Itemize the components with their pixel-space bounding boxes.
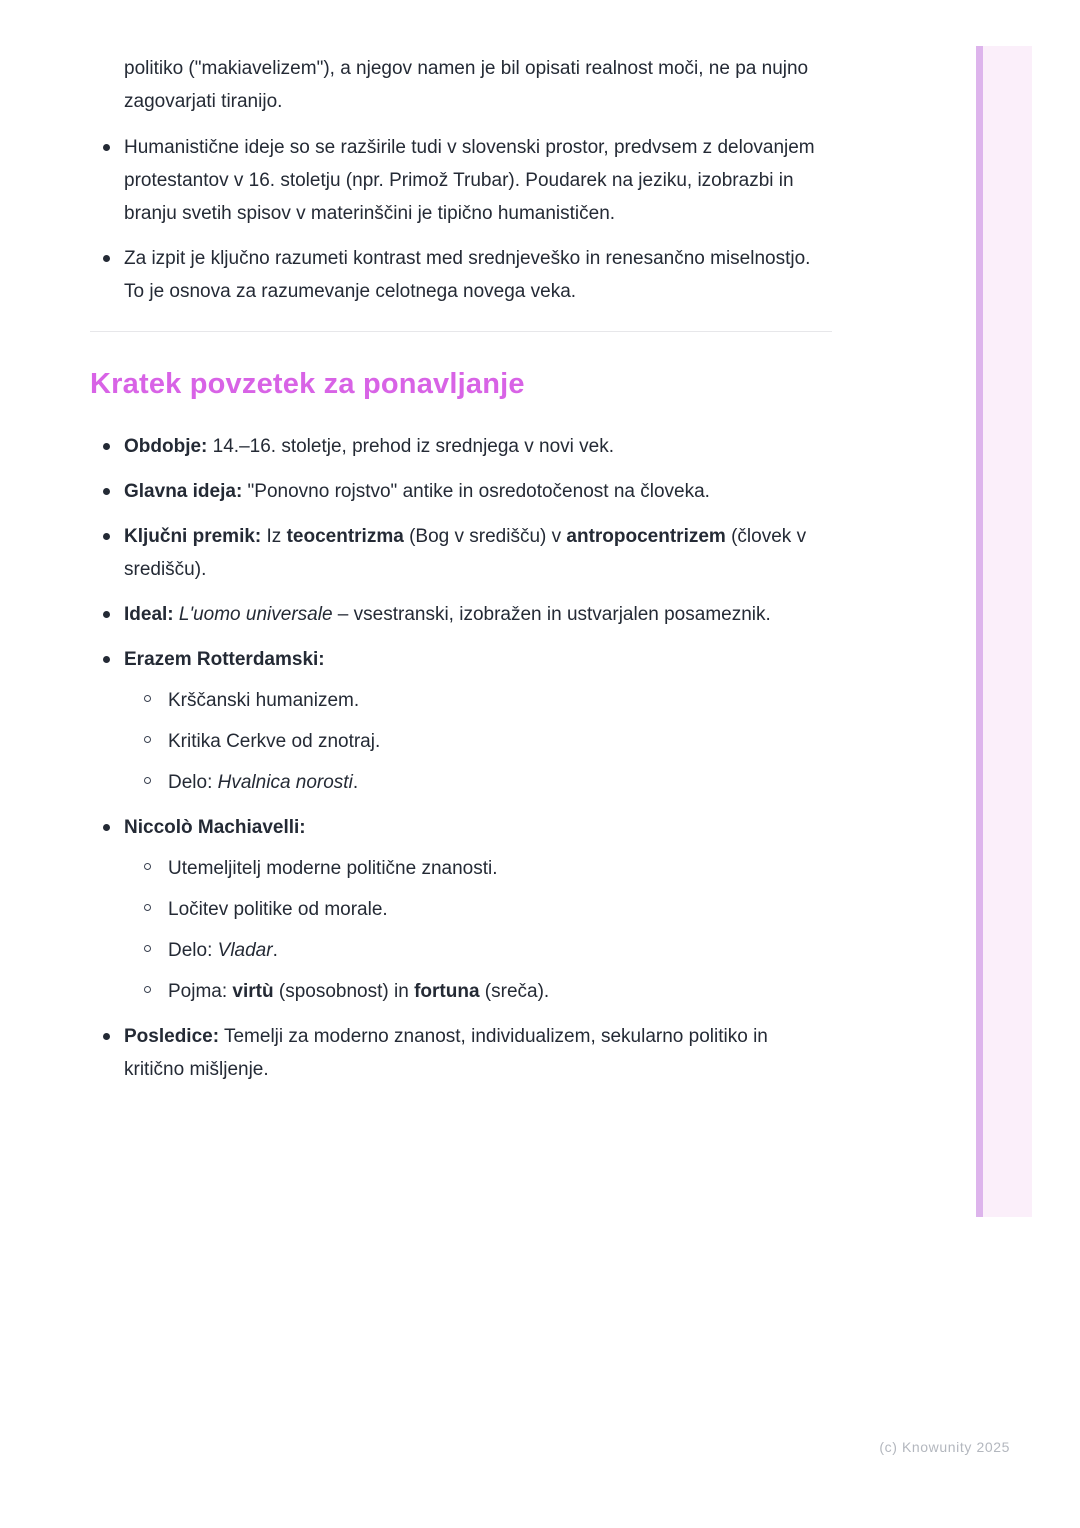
bullet-disc-icon — [103, 533, 110, 540]
sub-list-item — [135, 893, 832, 926]
list-item — [90, 1020, 832, 1086]
list-item — [90, 475, 832, 508]
sub-list-item — [135, 934, 832, 967]
bullet-disc-icon — [103, 488, 110, 495]
page-content — [90, 52, 832, 1098]
sub-list-item-text: Delo: Vladar. — [168, 940, 278, 961]
list-item — [90, 131, 832, 230]
sub-list-item — [135, 975, 832, 1008]
bullet-disc-icon — [103, 144, 110, 151]
section-heading: Kratek povzetek za ponavljanje — [90, 368, 525, 400]
sub-list-item — [135, 766, 832, 799]
bullet-disc-icon — [103, 1033, 110, 1040]
bullet-circle-icon — [144, 777, 151, 784]
paragraph-continuation: politiko ("makiavelizem"), a njegov namen je bil opisati realnost moči, ne pa nujno zagovarjati tiranijo. — [124, 58, 809, 112]
bullet-circle-icon — [144, 945, 151, 952]
bullet-circle-icon — [144, 736, 151, 743]
list-item-text: Glavna ideja: "Ponovno rojstvo" antike in osredotočenost na človeka. — [124, 481, 710, 502]
list-item — [90, 811, 832, 1008]
list-item — [90, 242, 832, 308]
list-item — [90, 430, 832, 463]
sub-list-item — [135, 684, 832, 717]
section-divider — [90, 331, 832, 332]
copyright-notice: (c) Knowunity 2025 — [879, 1439, 1010, 1455]
sub-list-item-text: Pojma: virtù (sposobnost) in fortuna (sreča). — [168, 981, 550, 1002]
list-item-text: Posledice: Temelji za moderno znanost, individualizem, sekularno politiko in kritično mišljenje. — [124, 1026, 768, 1080]
list-item-text: Ključni premik: Iz teocentrizma (Bog v središču) v antropocentrizem (človek v središču). — [124, 526, 807, 580]
list-item-text: Erazem Rotterdamski: — [124, 649, 325, 670]
bullet-circle-icon — [144, 986, 151, 993]
intro-bullet-list — [90, 131, 832, 308]
list-item — [90, 643, 832, 799]
sub-list — [124, 684, 832, 799]
list-item-text: Za izpit je ključno razumeti kontrast med srednjeveško in renesančno miselnostjo. To je osnova za razumevanje celotnega novega veka. — [124, 248, 811, 302]
bullet-circle-icon — [144, 863, 151, 870]
bullet-disc-icon — [103, 611, 110, 618]
page-accent-bar — [976, 46, 1032, 1217]
sub-list-item-text: Delo: Hvalnica norosti. — [168, 772, 359, 793]
sub-list-item — [135, 852, 832, 885]
bullet-disc-icon — [103, 824, 110, 831]
list-item-text: Obdobje: 14.–16. stoletje, prehod iz srednjega v novi vek. — [124, 436, 615, 457]
bullet-disc-icon — [103, 255, 110, 262]
sub-list-item-text: Krščanski humanizem. — [168, 690, 360, 711]
bullet-disc-icon — [103, 656, 110, 663]
sub-list-item-text: Kritika Cerkve od znotraj. — [168, 731, 381, 752]
sub-list-item-text: Ločitev politike od morale. — [168, 899, 388, 920]
list-item-text: Niccolò Machiavelli: — [124, 817, 306, 838]
bullet-circle-icon — [144, 904, 151, 911]
sub-list-item — [135, 725, 832, 758]
list-item-text: Humanistične ideje so se razširile tudi v slovenski prostor, predvsem z delovanjem protestantov v 16. stoletju (npr. Primož Trubar). Poudarek na jeziku, izobrazbi in branju svetih spisov v materinščini je tipično humanističen. — [124, 137, 815, 224]
list-item-text: Ideal: L'uomo universale – vsestranski, izobražen in ustvarjalen posameznik. — [124, 604, 771, 625]
summary-list — [90, 430, 832, 1086]
list-item — [90, 520, 832, 586]
bullet-disc-icon — [103, 443, 110, 450]
list-item — [90, 598, 832, 631]
sub-list-item-text: Utemeljitelj moderne politične znanosti. — [168, 858, 498, 879]
sub-list — [124, 852, 832, 1008]
bullet-circle-icon — [144, 695, 151, 702]
